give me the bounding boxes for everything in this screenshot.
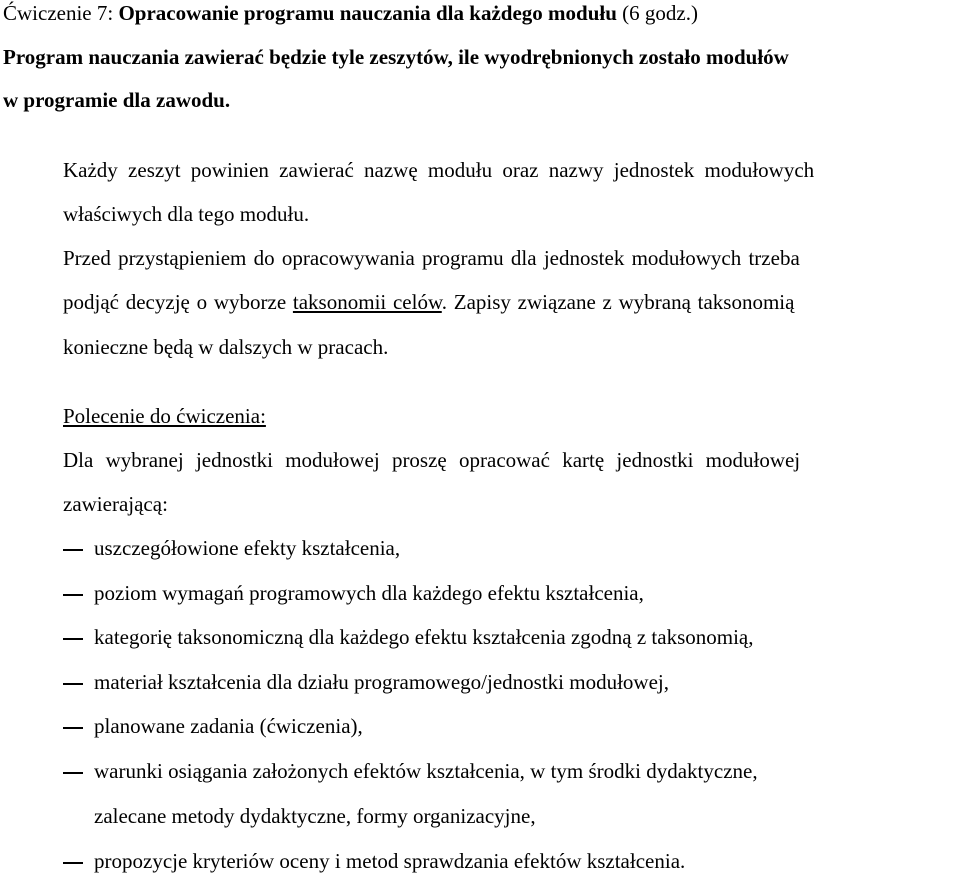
dash-icon <box>63 683 83 685</box>
list-item-text: warunki osiągania założonych efektów kształcenia, w tym środki dydaktyczne, <box>94 759 758 783</box>
list-item-text: zalecane metody dydaktyczne, formy organizacyjne, <box>94 804 536 828</box>
task-line-1: Dla wybranej jednostki modułowej proszę opracować kartę jednostki modułowej <box>63 448 801 472</box>
dash-icon <box>63 549 83 551</box>
paragraph1-line-1: Każdy zeszyt powinien zawierać nazwę modułu oraz nazwy jednostek modułowych <box>63 158 815 182</box>
dash-icon <box>63 772 83 774</box>
dash-icon <box>63 727 83 729</box>
list-item-text: poziom wymagań programowych dla każdego efektu kształcenia, <box>94 581 644 605</box>
dash-icon <box>63 638 83 640</box>
paragraph2-line-3: konieczne będą w dalszych w pracach. <box>63 335 389 359</box>
title-suffix: (6 godz.) <box>616 1 698 25</box>
title-bold: Opracowanie programu nauczania dla każdego modułu <box>118 1 617 25</box>
list-item-text: kategorię taksonomiczną dla każdego efektu kształcenia zgodną z taksonomią, <box>94 625 754 649</box>
task-heading: Polecenie do ćwiczenia: <box>63 404 266 428</box>
title-prefix: Ćwiczenie 7: <box>3 1 119 25</box>
list-item-text: materiał kształcenia dla działu programowego/jednostki modułowej, <box>94 670 669 694</box>
exercise-title <box>3 3 698 24</box>
paragraph2-line-2-start: podjąć decyzję o wyborze <box>63 290 293 314</box>
paragraph1-line-2: właściwych dla tego modułu. <box>63 202 310 226</box>
taxonomy-link[interactable]: taksonomii celów <box>292 290 442 314</box>
paragraph2-line-2-end: . Zapisy związane z wybraną taksonomią <box>441 290 795 314</box>
dash-icon <box>63 862 83 864</box>
intro-line-1: Program nauczania zawierać będzie tyle zeszytów, ile wyodrębnionych zostało modułów <box>3 45 789 69</box>
list-item-text: uszczegółowione efekty kształcenia, <box>94 536 401 560</box>
list-item-text: propozycje kryteriów oceny i metod sprawdzania efektów kształcenia. <box>94 849 686 873</box>
dash-icon <box>63 594 83 596</box>
paragraph2-line-2 <box>63 292 794 313</box>
intro-line-2: w programie dla zawodu. <box>3 88 231 112</box>
list-item-text: planowane zadania (ćwiczenia), <box>94 714 363 738</box>
task-line-2: zawierającą: <box>63 492 168 516</box>
paragraph2-line-1: Przed przystąpieniem do opracowywania programu dla jednostek modułowych trzeba <box>63 246 800 270</box>
